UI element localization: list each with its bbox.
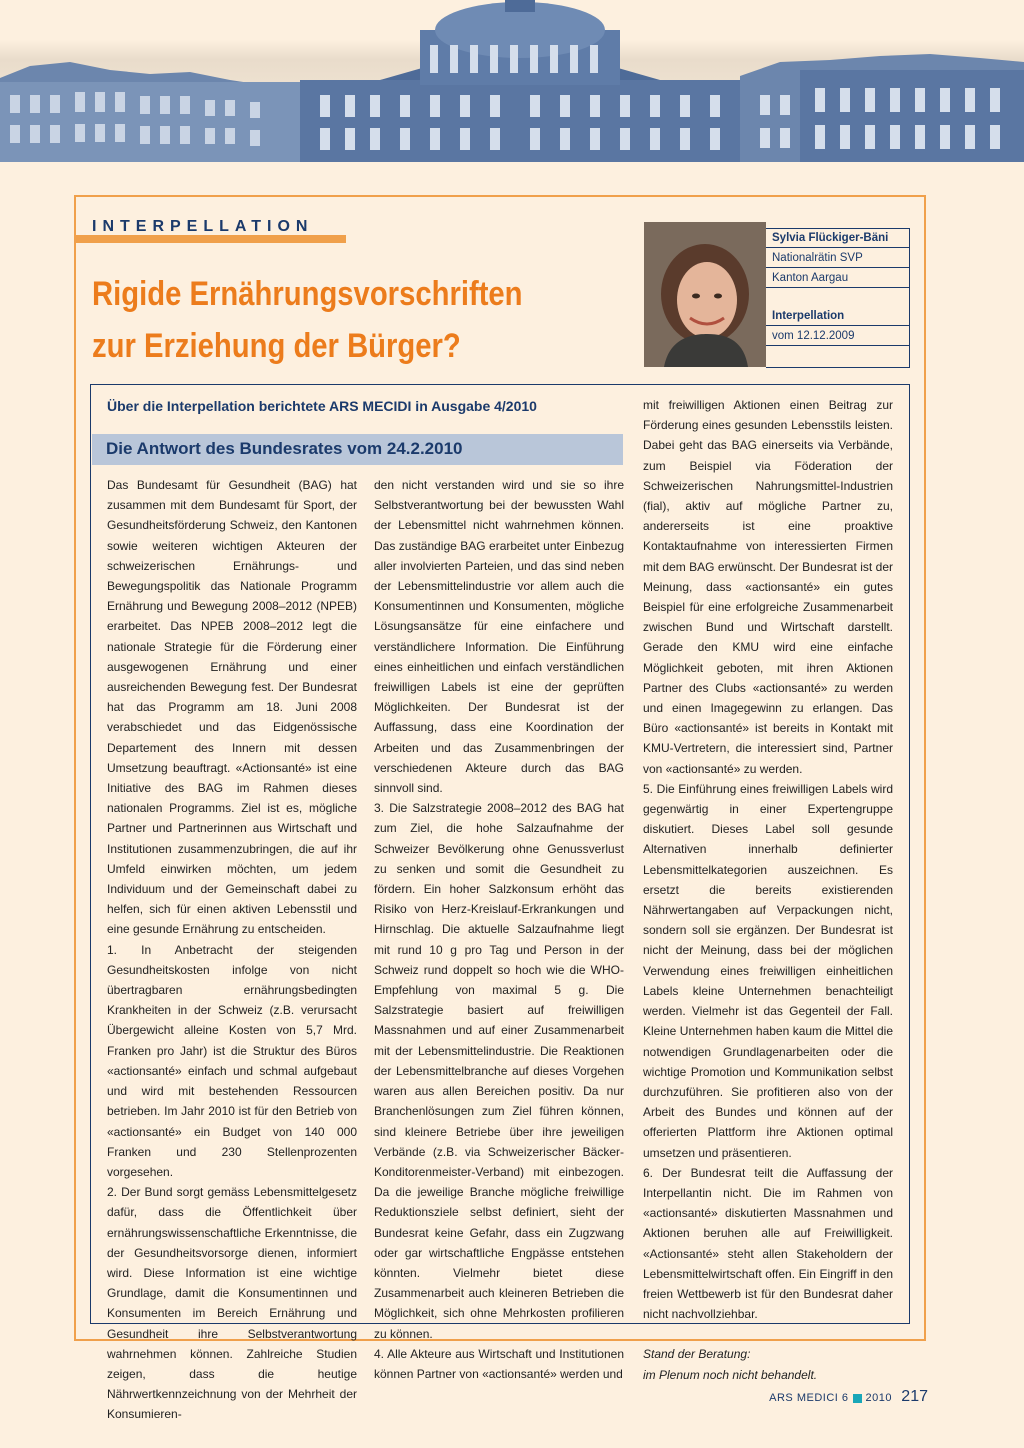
teaser-line: Über die Interpellation berichtete ARS MECIDI in Ausgabe 4/2010 xyxy=(107,398,537,414)
paragraph: 3. Die Salzstrategie 2008–2012 des BAG hat zum Ziel, die hohe Salzaufnahme der Schweizer Bevölkerung ohne Genussverlust zu senken und somit die Gesundheit zu fördern. Ein hoher Salzkonsum erhöht das Risiko von Herz-Kreislauf-Erkrankungen und Hirnschlag. Die aktuelle Salzaufnahme liegt mit rund 10 g pro Tag und Person in der Schweiz rund doppelt so hoch wie die WHO-Empfehlung von maximal 5 g. Die Salzstrategie basiert auf freiwilligen Massnahmen und auf einer Zusammenarbeit mit der Lebensmittelindustrie. Die Reaktionen der Lebensmittelbranche auf dieses Vorgehen waren aus allen Bereichen positiv. Da nur Branchenlösungen zum Ziel führen können, sind kleinere Betriebe über ihre jeweiligen Verbände (z.B. via Schweizerischer Bäcker-Konditorenmeister-Verband) mit einbezogen. Da die jeweilige Branche mögliche freiwillige Reduktionsziele selbst definiert, sieht der Bundesrat keine Gefahr, dass ein Zugzwang oder gar wirtschaftliche Engpässe entstehen könnten. Vielmehr bietet diese Zusammenarbeit auch kleineren Betrieben die Möglichkeit, sich ohne Mehrkosten profilieren zu können. xyxy=(374,801,624,1341)
article-headline xyxy=(92,268,539,372)
parliament-building-illustration xyxy=(0,0,1024,162)
paragraph: 1. In Anbetracht der steigenden Gesundheitskosten infolge von nicht übertragbaren ernährungsbedingten Krankheiten in der Schweiz (z.B. verursacht Übergewicht alleine Kosten von 5,7 Mrd. Franken pro Jahr) ist die Struktur des Büros «actionsanté» einfach und schmal aufgebaut und wird mit bestehenden Ressourcen betrieben. Im Jahr 2010 ist für den Betrieb von «actionsanté» ein Budget von 140 000 Franken und 230 Stellenprozenten vorgesehen. xyxy=(107,942,357,1179)
author-name: Sylvia Flückiger-Bäni xyxy=(766,229,910,248)
kicker-bar xyxy=(74,235,346,243)
author-photo xyxy=(644,222,766,367)
paragraph: den nicht verstanden wird und sie so ihre Selbstverantwortung bei der bewussten Wahl der Lebensmittel nicht wahrnehmen können. Das zuständige BAG erarbeitet unter Einbezug aller involvierten Parteien, und das sind neben der Lebensmittelindustrie vor allem auch die Konsumentinnen und Konsumenten, mögliche Lösungsansätze für eine einfachere und verständlichere Information. Die Einführung eines einheitlichen und einfach verständlichen freiwilligen Labels ist eine der geprüften Möglichkeiten. Der Bundesrat ist der Auffassung, dass eine Koordination der Arbeiten und das Zusammenbringen der verschiedenen Akteure durch das BAG sinnvoll sind. xyxy=(374,478,624,796)
status-value: im Plenum noch nicht behandelt. xyxy=(643,1367,818,1382)
paragraph: Das Bundesamt für Gesundheit (BAG) hat zusammen mit dem Bundesamt für Sport, der Gesundheitsförderung Schweiz, den Kantonen sowie weiteren wichtigen Akteuren der schweizerischen Ernährungs- und Bewegungspolitik das Nationale Programm Ernährung und Bewegung 2008–2012 (NPEB) erarbeitet. Das NPEB 2008–2012 legt die nationale Strategie für die Förderung einer ausgewogenen Ernährung und einer ausreichenden Bewegung fest. Der Bundesrat hat das Programm am 18. Juni 2008 verabschiedet und das Eidgenössische Departement des Innern mit dessen Umsetzung beauftragt. «Actionsanté» ist eine Initiative des BAG im Rahmen dieses nationalen Programms. Ziel ist es, mögliche Partner und Partnerinnen aus Wirtschaft und Institutionen zusammenzubringen, die auf ihr Umfeld einwirken möchten, um jedem Individuum und der Gemeinschaft dabei zu helfen, sich für einen aktiven Lebensstil und eine gesunde Ernährung zu entscheiden. xyxy=(107,478,357,937)
text-column-1 xyxy=(107,475,357,1425)
text-column-3 xyxy=(643,395,893,1385)
author-spacer xyxy=(766,289,910,308)
text-column-2 xyxy=(374,475,624,1384)
interpellation-label: Interpellation xyxy=(766,307,910,326)
paragraph: 5. Die Einführung eines freiwilligen Labels wird gegenwärtig in einer Expertengruppe diskutiert. Dieses Label soll gesunde Alternativen innerhalb definierter Lebensmittelkategorien auszeichnen. Es ersetzt die bereits existierenden Nährwertangaben auf Verpackungen nicht, sondern soll sie ergänzen. Der Bundesrat ist nicht der Meinung, dass bei der möglichen Verwendung eines freiwilligen einheitlichen Labels kleine Unternehmen benachteiligt werden. Vielmehr ist das Gegenteil der Fall. Kleine Unternehmen haben kaum die Mittel die notwendigen Grundlagenarbeiten oder die wichtige Promotion und Kommunikation selbst durchzuführen. Sie profitieren also von der Arbeit des Bundes und können auf der offerierten Plattform ihre Aktionen optimal umsetzen und präsentieren. xyxy=(643,781,893,1160)
headline-line-2: zur Erziehung der Bürger? xyxy=(92,327,461,365)
author-role: Nationalrätin SVP xyxy=(766,249,910,268)
section-kicker: INTERPELLATION xyxy=(92,218,314,235)
author-info-box xyxy=(766,228,910,368)
interpellation-date: vom 12.12.2009 xyxy=(766,327,910,346)
portrait-illustration xyxy=(644,222,766,367)
answer-heading: Die Antwort des Bundesrates vom 24.2.2010 xyxy=(106,439,463,458)
headline-line-1: Rigide Ernährungsvorschriften xyxy=(92,275,523,313)
paragraph: 6. Der Bundesrat teilt die Auffassung der Interpellantin nicht. Die im Rahmen von «actionsanté» diskutierten Massnahmen und Aktionen beruhen alle auf Freiwilligkeit. «Actionsanté» steht allen Stakeholdern der Lebensmittelwirtschaft offen. Ein Eingriff in den freien Wettbewerb ist für den Bundesrat daher nicht nachvollziehbar. xyxy=(643,1165,893,1322)
footer-journal xyxy=(769,1392,892,1404)
paragraph: mit freiwilligen Aktionen einen Beitrag zur Förderung eines gesunden Lebensstils leisten. Dabei geht das BAG einerseits via Verbände, zum Beispiel via Föderation der Schweizerischen Nahrungsmittel-Industrien (fial), aktiv auf mögliche Partner zu, andererseits ist eine proaktive Kontaktaufnahme von interessierten Firmen mit dem BAG erwünscht. Der Bundesrat ist der Meinung, dass «actionsanté» ein gutes Beispiel für eine erfolgreiche Zusammenarbeit zwischen Bund und Wirtschaft darstellt. Gerade den KMU wird eine einfache Möglichkeit geboten, mit ihren Aktionen Partner des Clubs «actionsanté» zu werden und einen Imagegewinn zu erlangen. Das Büro «actionsanté» ist bereits in Kontakt mit KMU-Vertretern, die interessiert sind, Partner von «actionsanté» zu werden. xyxy=(643,398,893,776)
journal-year: 2010 xyxy=(865,1392,892,1404)
journal-name: ARS MEDICI 6 xyxy=(769,1392,849,1404)
paragraph: 4. Alle Akteure aus Wirtschaft und Institutionen können Partner von «actionsanté» werden und xyxy=(374,1346,624,1381)
parliament-banner xyxy=(0,0,1024,162)
answer-heading-bar xyxy=(92,434,623,465)
status-label: Stand der Beratung: xyxy=(643,1347,751,1362)
square-icon xyxy=(853,1394,862,1403)
author-canton: Kanton Aargau xyxy=(766,269,910,288)
paragraph: 2. Der Bund sorgt gemäss Lebensmittelgesetz dafür, dass die Öffentlichkeit über ernährungswissenschaftliche Erkenntnisse, die der Gesundheitsvorsorge dienen, informiert wird. Diese Information ist eine wichtige Grundlage, damit die Konsumentinnen und Konsumenten im Bereich Ernährung und Gesundheit ihre Selbstverantwortung wahrnehmen können. Zahlreiche Studien zeigen, dass die heutige Nährwertkennzeichnung von der Mehrheit der Konsumieren- xyxy=(107,1185,357,1422)
page-number: 217 xyxy=(901,1388,928,1405)
